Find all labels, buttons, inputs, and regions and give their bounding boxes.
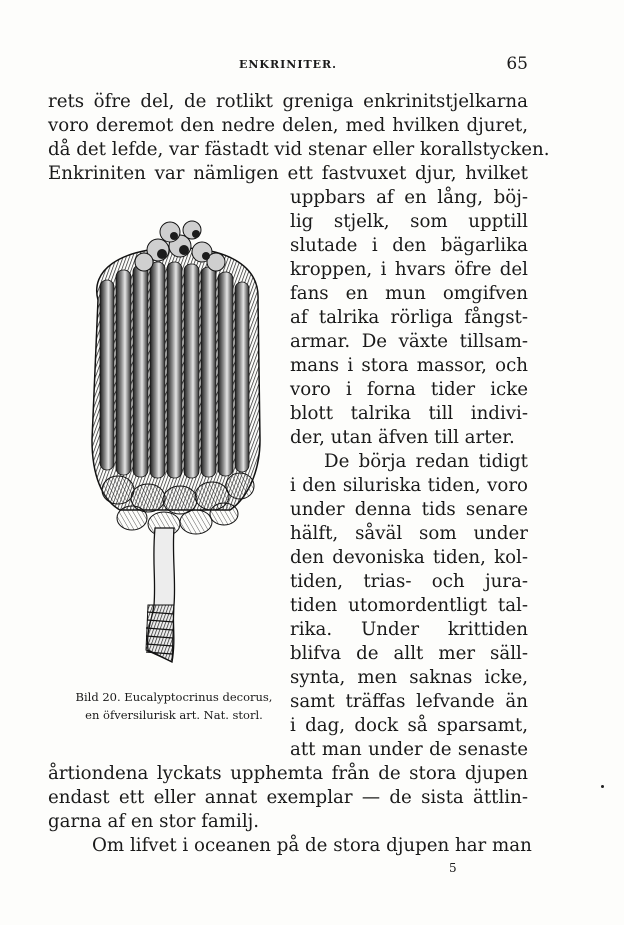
text-line: att man under de senaste xyxy=(290,739,528,760)
text-line: armar. De växte tillsam- xyxy=(290,331,528,352)
text-line: De börja redan tidigt xyxy=(324,451,528,472)
text-line: blifva de allt mer säll- xyxy=(290,643,528,664)
page-number: 65 xyxy=(506,54,528,74)
text-line: slutade i den bägarlika xyxy=(290,235,528,256)
text-line: den devoniska tiden, kol- xyxy=(290,547,528,568)
text-line: garna af en stor familj. xyxy=(48,811,260,832)
signature-mark: 5 xyxy=(449,861,457,875)
text-line: fans en mun omgifven xyxy=(290,283,528,304)
running-head: ENKRINITER. xyxy=(238,58,338,71)
text-line: rets öfre del, de rotlikt greniga enkrinitstjelkarna xyxy=(48,91,528,112)
text-line: i dag, dock så sparsamt, xyxy=(290,715,528,736)
text-line: voro i forna tider icke xyxy=(290,379,528,400)
figure-caption-line: Bild 20. Eucalyptocrinus decorus, xyxy=(75,690,273,704)
text-line: samt träffas lefvande än xyxy=(290,691,528,712)
text-line: hälft, såväl som under xyxy=(290,523,528,544)
text-line: Om lifvet i oceanen på de stora djupen har man xyxy=(92,835,532,856)
text-line: af talrika rörliga fångst- xyxy=(290,307,528,328)
text-line: årtiondena lyckats upphemta från de stora djupen xyxy=(48,763,528,784)
page-header xyxy=(48,54,528,74)
text-line: endast ett eller annat exemplar — de sista ättlin- xyxy=(48,787,528,808)
ink-speck xyxy=(601,785,604,788)
text-line: i den siluriska tiden, voro xyxy=(290,475,528,496)
text-line: tiden, trias- och jura- xyxy=(290,571,528,592)
text-line: då det lefde, var fästadt vid stenar eller korallstycken. xyxy=(48,139,550,160)
text-line: der, utan äfven till arter. xyxy=(290,427,515,448)
figure-caption-line: en öfversilurisk art. Nat. storl. xyxy=(85,708,263,722)
text-line: blott talrika till indivi- xyxy=(290,403,528,424)
crinoid-engraving-icon xyxy=(60,210,286,675)
text-line: kroppen, i hvars öfre del xyxy=(290,259,528,280)
text-line: lig stjelk, som upptill xyxy=(290,211,528,232)
text-line: rika. Under krittiden xyxy=(290,619,528,640)
text-line: tiden utomordentligt tal- xyxy=(290,595,528,616)
text-line: Enkriniten var nämligen ett fastvuxet djur, hvilket xyxy=(48,163,528,184)
text-line: under denna tids senare xyxy=(290,499,528,520)
fossil-illustration xyxy=(60,210,286,675)
text-line: synta, men saknas icke, xyxy=(290,667,528,688)
text-line: uppbars af en lång, böj- xyxy=(290,187,528,208)
text-line: voro deremot den nedre delen, med hvilken djuret, xyxy=(48,115,528,136)
text-line: mans i stora massor, och xyxy=(290,355,528,376)
